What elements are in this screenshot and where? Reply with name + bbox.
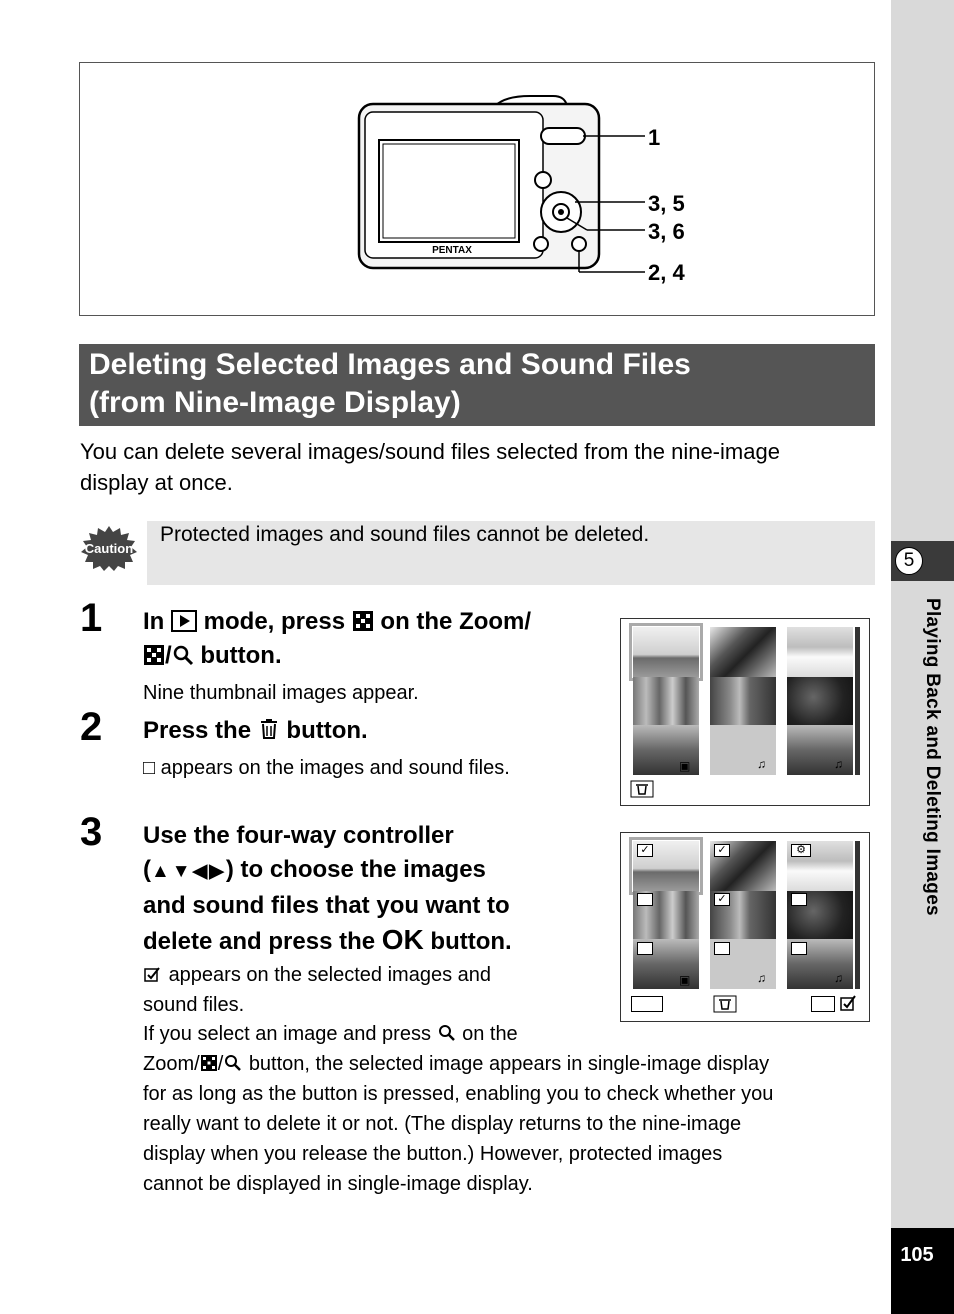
thumbnail	[633, 677, 699, 727]
step-2-note: □ appears on the images and sound files.	[143, 757, 510, 779]
checkbox-empty-icon	[637, 893, 653, 906]
checkbox-empty-icon	[637, 942, 653, 955]
camera-back-illustration	[355, 92, 655, 277]
step-3-paren: (	[143, 856, 151, 883]
step-3-note-2-a: If you select an image and press	[143, 1023, 431, 1045]
thumbnail	[633, 627, 699, 677]
mic-icon: ♫	[757, 971, 766, 985]
step-3-slash: /	[217, 1053, 224, 1075]
step-3-note-4: for as long as the button is pressed, enabling you to check whether you	[143, 1083, 774, 1105]
intro-line-1: You can delete several images/sound files selected from the nine-image	[80, 439, 780, 464]
lcd-nine-image-display	[620, 618, 870, 806]
step-2-text-b: button.	[286, 717, 368, 744]
page-number: 105	[900, 1244, 934, 1266]
magnify-icon	[437, 1024, 457, 1042]
step-2-text-a: Press the	[143, 717, 252, 744]
mic-icon: ♫	[757, 757, 766, 771]
chapter-title: Playing Back and Deleting Images	[922, 598, 943, 916]
step-3-line-4: delete and press the	[143, 928, 376, 955]
step-3-line-2: ) to choose the images	[225, 856, 486, 883]
trash-icon	[713, 995, 737, 1013]
step-1-note: Nine thumbnail images appear.	[143, 682, 419, 704]
magnify-icon	[223, 1054, 243, 1072]
scrollbar	[855, 841, 860, 989]
step-3-note-3-a: Zoom/	[143, 1053, 200, 1075]
nine-image-icon	[200, 1054, 218, 1072]
page-number-box	[891, 1228, 954, 1314]
thumbnail	[710, 677, 776, 727]
ok-button-icon: OK	[381, 924, 424, 955]
checkbox-checked-icon	[839, 994, 857, 1012]
camera-brand: PENTAX	[432, 245, 472, 256]
protect-key-icon: ⚙	[791, 844, 811, 857]
movie-icon: ▣	[679, 759, 691, 773]
step-3-note-3-c: button, the selected image appears in single-image display	[248, 1053, 770, 1075]
checkbox-checked-icon: ✓	[714, 893, 730, 906]
section-title	[79, 344, 875, 426]
step-3-note-7: cannot be displayed in single-image display.	[143, 1173, 533, 1195]
section-title-line-2: (from Nine-Image Display)	[89, 386, 461, 419]
step-3-note-1-b: sound files.	[143, 994, 245, 1016]
step-3-note-2-b: on the	[462, 1023, 518, 1045]
nine-image-icon-2	[143, 644, 165, 666]
step-2-number: 2	[80, 705, 103, 749]
checkbox-checked-icon: ✓	[637, 844, 653, 857]
checkbox-empty-icon	[714, 942, 730, 955]
ok-button-icon	[811, 996, 835, 1012]
scrollbar	[855, 627, 860, 775]
step-3-note-6: display when you release the button.) However, protected images	[143, 1143, 723, 1165]
intro-paragraph	[80, 436, 880, 498]
callout-3-6: 3, 6	[648, 219, 685, 244]
mic-icon: ♫	[834, 971, 843, 985]
step-3-note-5: really want to delete it or not. (The display returns to the nine-image	[143, 1113, 742, 1135]
thumbnail	[710, 725, 776, 775]
movie-icon: ▣	[679, 973, 691, 987]
magnify-icon	[172, 644, 194, 666]
checkbox-empty-icon	[791, 893, 807, 906]
step-1-slash: /	[165, 642, 172, 669]
callout-1: 1	[648, 125, 661, 150]
step-3-line-4-b: button.	[430, 928, 512, 955]
step-1-text-a: In	[143, 608, 165, 635]
caution-icon-label: Caution	[84, 541, 134, 556]
step-3-note-2	[143, 1019, 883, 1199]
thumbnail	[787, 725, 853, 775]
intro-line-2: display at once.	[80, 470, 233, 495]
checkbox-checked-icon: ✓	[714, 844, 730, 857]
callout-3-5: 3, 5	[648, 191, 685, 216]
step-1-text-c: on the Zoom/	[380, 608, 532, 635]
step-3-heading	[143, 819, 613, 959]
chapter-number: 5	[895, 547, 923, 575]
thumbnail	[710, 627, 776, 677]
nine-image-icon	[352, 610, 374, 632]
section-title-line-1: Deleting Selected Images and Sound Files	[89, 348, 691, 381]
step-3-line-1: Use the four-way controller	[143, 822, 454, 849]
checkbox-empty-icon	[791, 942, 807, 955]
thumbnail	[787, 677, 853, 727]
step-3-line-3: and sound files that you want to	[143, 892, 510, 919]
step-1-heading	[143, 605, 613, 673]
mic-icon: ♫	[834, 757, 843, 771]
trash-icon	[258, 717, 280, 741]
trash-icon	[630, 780, 654, 798]
step-3-number: 3	[80, 810, 103, 854]
menu-button-icon	[631, 996, 663, 1012]
caution-text: Protected images and sound files cannot be deleted.	[160, 523, 650, 546]
lcd-selection-display	[620, 832, 870, 1022]
step-3-note-1	[143, 960, 623, 1020]
checkbox-checked-icon	[143, 965, 163, 983]
step-1-text-e: button.	[200, 642, 282, 669]
callout-2-4: 2, 4	[648, 260, 685, 285]
step-1-number: 1	[80, 596, 103, 640]
playback-icon	[171, 610, 197, 632]
step-1-text-b: mode, press	[203, 608, 346, 635]
caution-icon	[80, 525, 138, 571]
step-3-note-1-a: appears on the selected images and	[168, 964, 492, 986]
thumbnail	[787, 627, 853, 677]
step-2-heading	[143, 714, 368, 748]
four-way-arrows-icon: ▲▼◀▶	[151, 861, 226, 882]
